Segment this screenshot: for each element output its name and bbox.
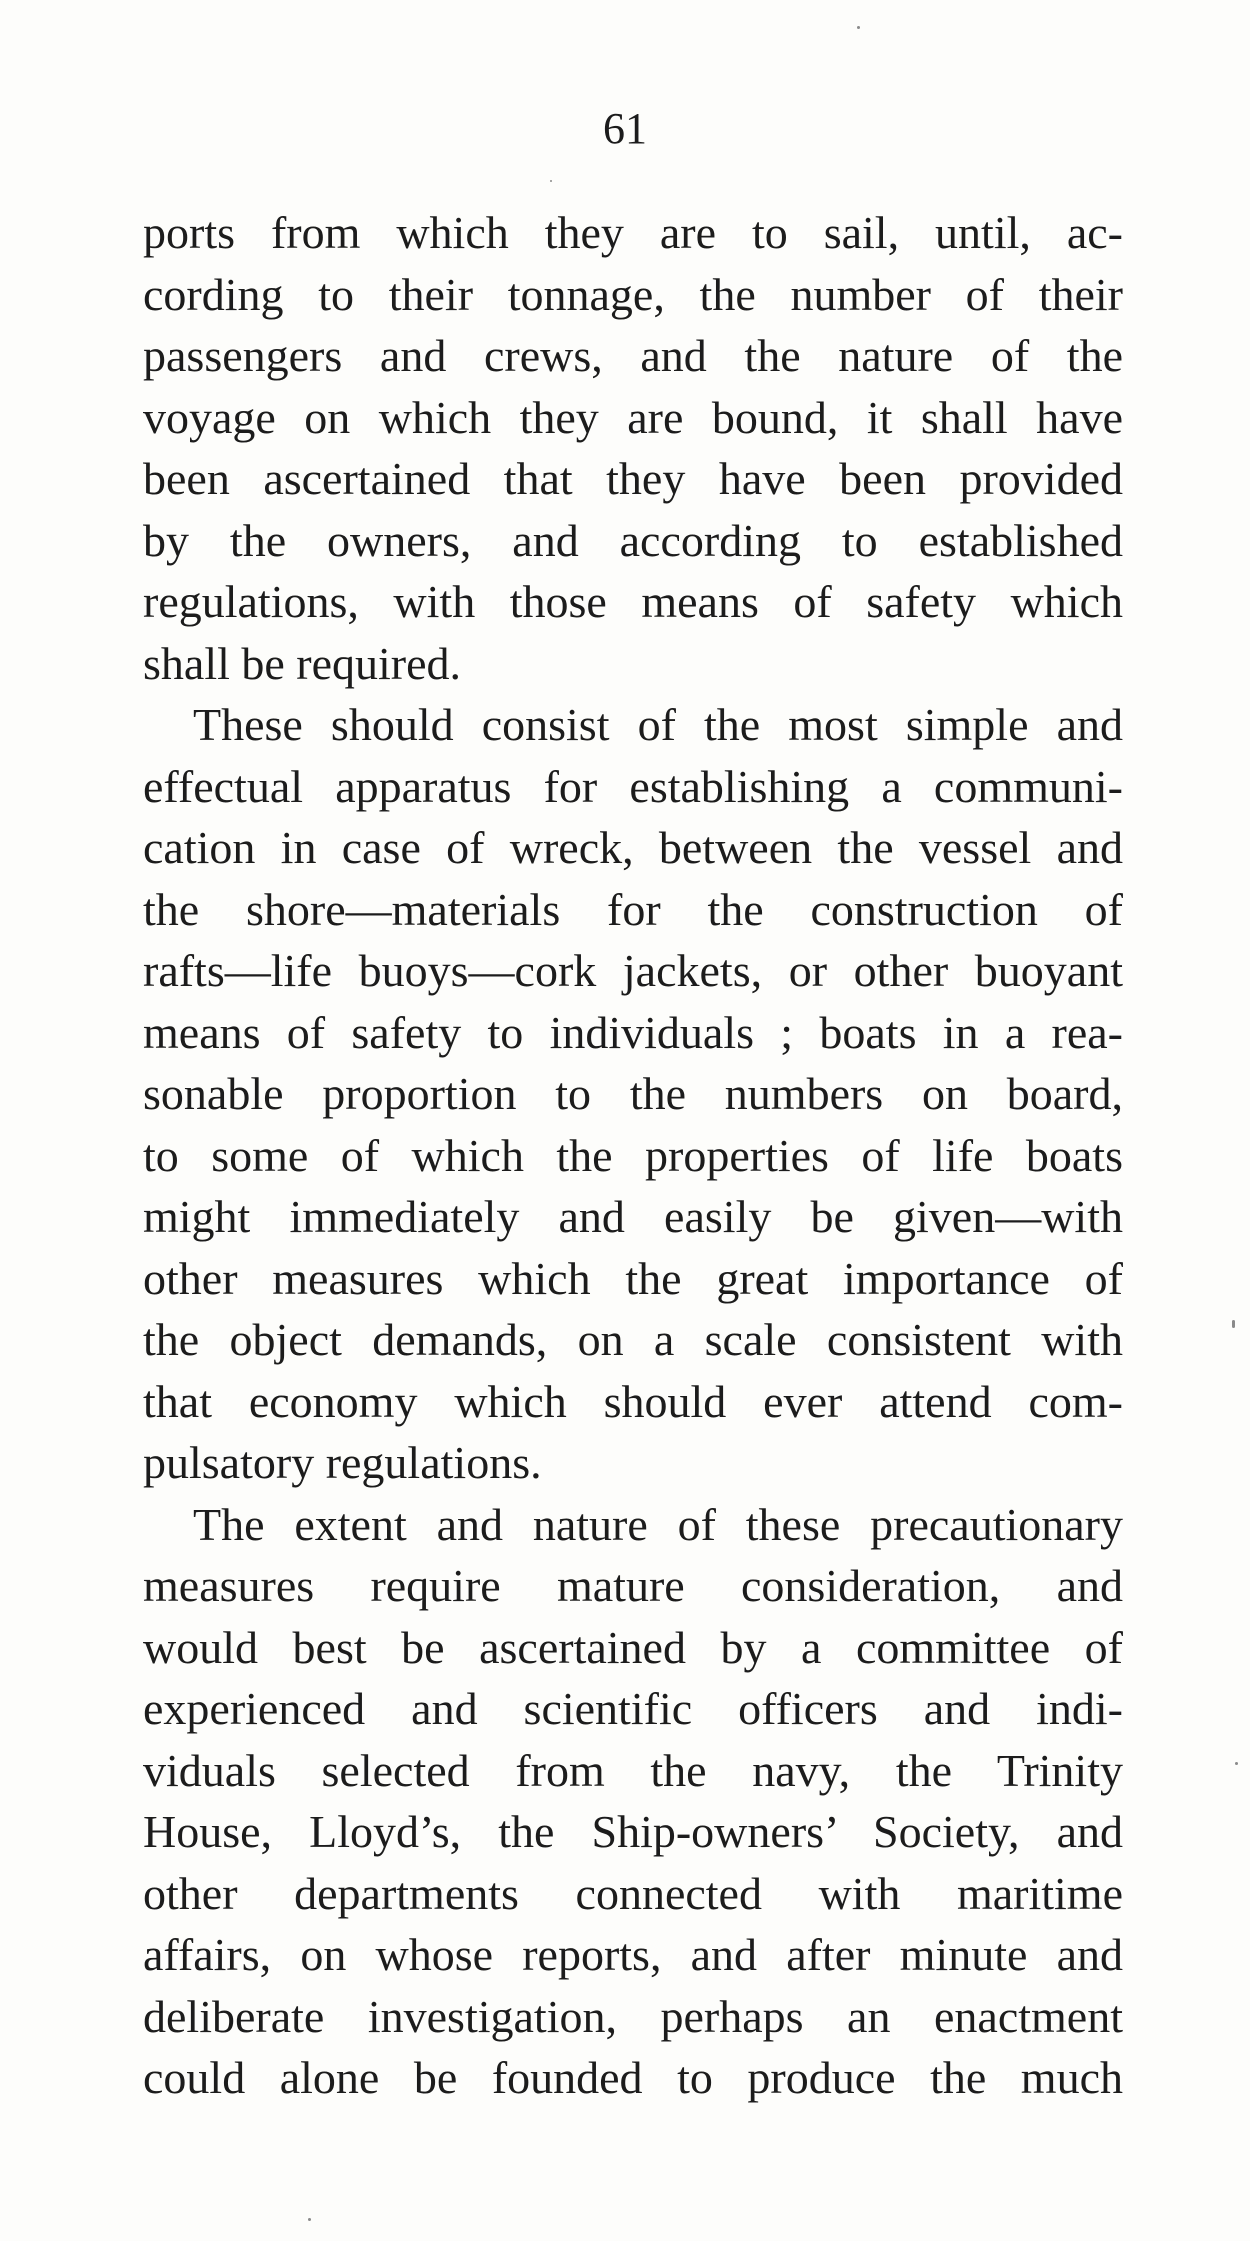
scan-speck bbox=[1232, 1320, 1235, 1328]
text-line: voyage on which they are bound, it shall have bbox=[143, 391, 1123, 443]
text-line: might immediately and easily be given—with bbox=[143, 1191, 1123, 1242]
text-line: other measures which the great importance of bbox=[143, 1252, 1123, 1304]
text-line: could alone be founded to produce the much bbox=[143, 2052, 1123, 2103]
text-line: experienced and scientific officers and indi- bbox=[143, 1683, 1123, 1734]
text-line: other departments connected with maritime bbox=[143, 1867, 1123, 1919]
paragraph-3 bbox=[143, 1494, 1123, 2109]
text-line: The extent and nature of these precautionary bbox=[193, 1498, 1123, 1550]
text-line: deliberate investigation, perhaps an enactment bbox=[143, 1990, 1123, 2042]
text-line: effectual apparatus for establishing a communi- bbox=[143, 760, 1123, 812]
text-line: regulations, with those means of safety which bbox=[143, 576, 1123, 627]
text-line: House, Lloyd’s, the Ship-owners’ Society, and bbox=[143, 1806, 1123, 1857]
text-line: affairs, on whose reports, and after minute and bbox=[143, 1929, 1123, 1980]
scan-speck bbox=[857, 26, 860, 29]
text-line: cording to their tonnage, the number of their bbox=[143, 268, 1123, 320]
scan-speck bbox=[550, 180, 552, 182]
body-text bbox=[143, 202, 1123, 2109]
text-line: to some of which the properties of life boats bbox=[143, 1129, 1123, 1181]
text-line: been ascertained that they have been provided bbox=[143, 453, 1123, 504]
text-line: cation in case of wreck, between the vessel and bbox=[143, 822, 1123, 873]
text-line: These should consist of the most simple and bbox=[193, 699, 1123, 750]
text-line: would best be ascertained by a committee of bbox=[143, 1621, 1123, 1673]
text-line: pulsatory regulations. bbox=[143, 1437, 542, 1488]
text-line: that economy which should ever attend com- bbox=[143, 1375, 1123, 1427]
text-line: sonable proportion to the numbers on board, bbox=[143, 1068, 1123, 1119]
text-line: passengers and crews, and the nature of the bbox=[143, 330, 1123, 381]
page-number: 61 bbox=[603, 104, 647, 153]
text-line: measures require mature consideration, and bbox=[143, 1560, 1123, 1611]
paragraph-2 bbox=[143, 694, 1123, 1494]
text-line: the shore—materials for the construction of bbox=[143, 883, 1123, 935]
scan-speck bbox=[308, 2218, 311, 2221]
text-line: viduals selected from the navy, the Trinity bbox=[143, 1744, 1123, 1796]
paragraph-1 bbox=[143, 202, 1123, 694]
text-line: by the owners, and according to established bbox=[143, 514, 1123, 566]
text-line: the object demands, on a scale consistent with bbox=[143, 1314, 1123, 1365]
scan-speck bbox=[1235, 1762, 1238, 1765]
text-line: shall be required. bbox=[143, 637, 462, 689]
text-line: means of safety to individuals ; boats in a rea- bbox=[143, 1006, 1123, 1058]
text-line: ports from which they are to sail, until, ac- bbox=[143, 207, 1123, 258]
text-line: rafts—life buoys—cork jackets, or other buoyant bbox=[143, 945, 1123, 996]
